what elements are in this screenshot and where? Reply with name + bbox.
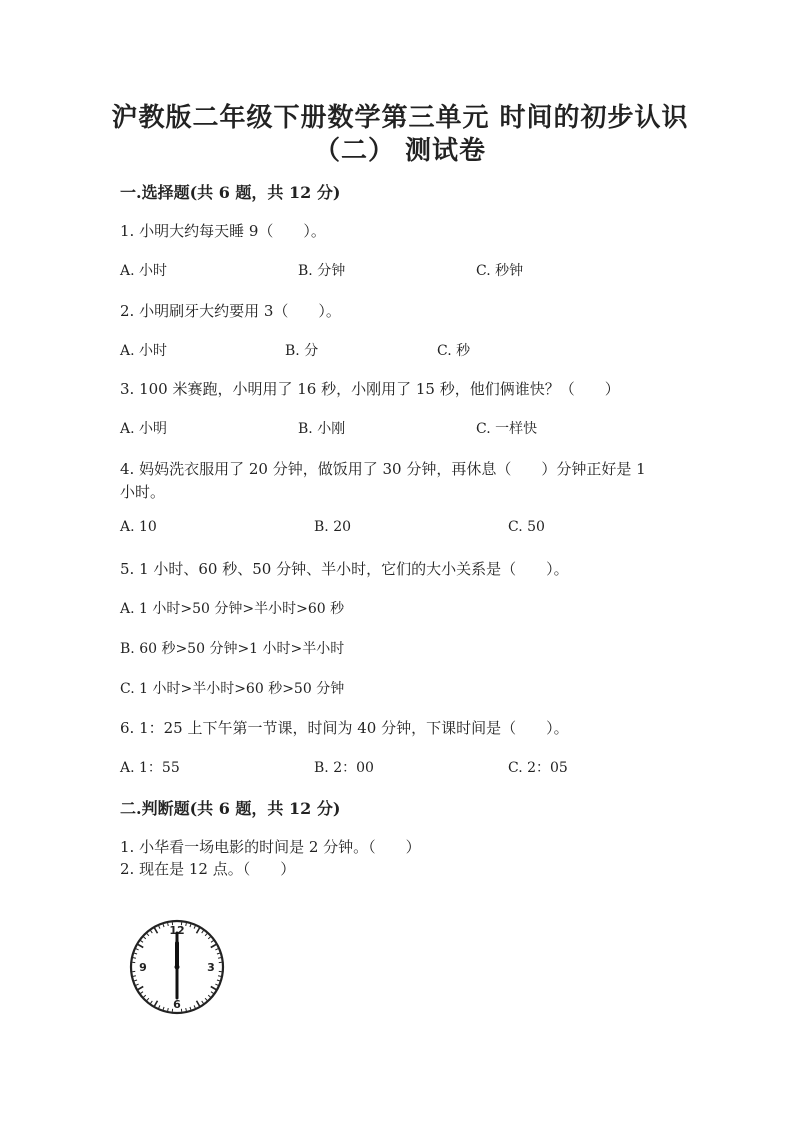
tf-question-1-stem: 1. 小华看一场电影的时间是 2 分钟。（ ） — [120, 838, 421, 856]
clock-tick — [168, 1008, 169, 1011]
question-2-option-a: A. 小时 — [120, 343, 168, 359]
question-6-stem: 6. 1：25 上下午第一节课，时间为 40 分钟，下课时间是（ ）。 — [120, 719, 569, 737]
question-6-option-c: C. 2：05 — [508, 760, 568, 776]
question-5-option-b: B. 60 秒>50 分钟>1 小时>半小时 — [120, 641, 345, 657]
question-3-option-c: C. 一样快 — [476, 421, 538, 437]
question-4-option-b: B. 20 — [314, 519, 352, 535]
question-5-option-c: C. 1 小时>半小时>60 秒>50 分钟 — [120, 681, 345, 697]
section-header-true-false: 二.判断题(共 6 题，共 12 分) — [120, 799, 341, 818]
question-6-option-a: A. 1：55 — [120, 760, 180, 776]
page-title-line1: 沪教版二年级下册数学第三单元 时间的初步认识 — [111, 103, 689, 133]
clock-numeral-6: 6 — [173, 998, 181, 1011]
question-1-option-a: A. 小时 — [120, 263, 168, 279]
clock-image — [122, 918, 232, 1016]
clock-numeral-12: 12 — [169, 924, 185, 937]
clock-tick — [133, 958, 136, 959]
question-4-stem: 4. 妈妈洗衣服用了 20 分钟，做饭用了 30 分钟，再休息（ ）分钟正好是 1 — [120, 460, 646, 478]
question-6-option-b: B. 2：00 — [314, 760, 374, 776]
question-2-stem: 2. 小明刷牙大约要用 3（ ）。 — [120, 302, 341, 320]
question-4-option-a: A. 10 — [120, 519, 157, 535]
page-title-line2: （二） 测试卷 — [313, 136, 487, 166]
question-4-option-c: C. 50 — [508, 519, 545, 535]
clock-tick — [133, 976, 136, 977]
clock-tick — [168, 923, 169, 926]
question-4-stem-continued: 小时。 — [120, 483, 166, 501]
section-header-choice: 一.选择题(共 6 题，共 12 分) — [120, 183, 341, 202]
question-5-option-a: A. 1 小时>50 分钟>半小时>60 秒 — [120, 601, 345, 617]
question-5-stem: 5. 1 小时、60 秒、50 分钟、半小时，它们的大小关系是（ ）。 — [120, 560, 569, 578]
clock-tick — [218, 976, 221, 977]
question-2-option-b: B. 分 — [285, 343, 319, 359]
question-3-option-a: A. 小明 — [120, 421, 168, 437]
question-3-stem: 3. 100 米赛跑，小明用了 16 秒，小刚用了 15 秒，他们俩谁快？（ ） — [120, 380, 620, 398]
question-1-option-b: B. 分钟 — [298, 263, 346, 279]
question-3-option-b: B. 小刚 — [298, 421, 346, 437]
clock-numeral-3: 3 — [207, 961, 215, 974]
tf-question-2-stem: 2. 现在是 12 点。（ ） — [120, 860, 296, 878]
clock-numeral-9: 9 — [139, 961, 147, 974]
question-1-stem: 1. 小明大约每天睡 9（ ）。 — [120, 222, 326, 240]
question-2-option-c: C. 秒 — [437, 343, 471, 359]
question-1-option-c: C. 秒钟 — [476, 263, 524, 279]
clock-center-pin — [175, 965, 180, 970]
clock-tick — [186, 923, 187, 926]
clock-tick — [218, 958, 221, 959]
clock-tick — [186, 1008, 187, 1011]
